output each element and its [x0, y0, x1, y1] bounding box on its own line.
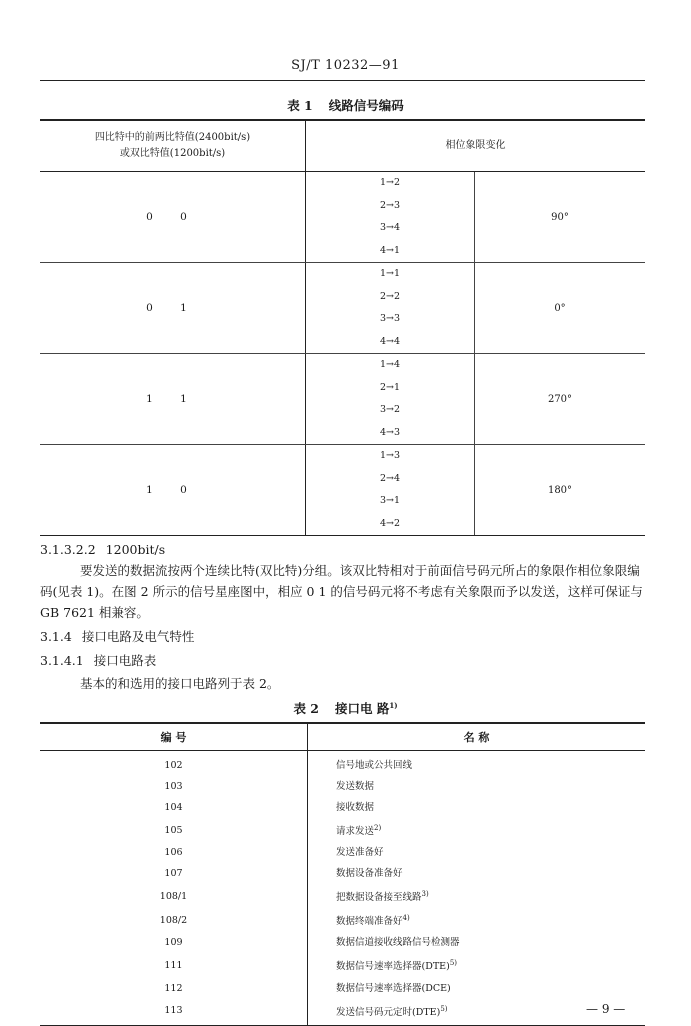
table2-name-cell: [308, 863, 646, 884]
table2-header-name: 名 称: [308, 723, 646, 751]
table1-transition: 3→1: [379, 495, 401, 506]
table1-transition: 2→3: [379, 199, 401, 211]
table2-row: [40, 776, 645, 797]
section-title: 接口电路表: [93, 653, 157, 668]
table2-caption: [0, 699, 691, 717]
table2-number-cell: 102: [40, 751, 308, 777]
table2-number-cell: 107: [40, 863, 308, 884]
table2-row: [40, 953, 645, 977]
table2-name-text: 发送数据: [336, 781, 375, 792]
table1-group-row: [40, 263, 645, 354]
header-rule: [40, 80, 645, 81]
table2-row: [40, 818, 645, 842]
table2-footnote-mark: 3): [421, 890, 429, 899]
table2-name-text: 信号地或公共回线: [336, 760, 413, 771]
document-code: SJ/T 10232—91: [291, 58, 400, 73]
table2-name-cell: [308, 776, 646, 797]
table1-transition: 4→4: [379, 335, 401, 347]
section-3-1-4-1-paragraph: 基本的和选用的接口电路列于表 2。: [80, 676, 280, 691]
table2-name-text: 接收数据: [336, 802, 375, 813]
table2-header-row: [40, 723, 645, 751]
table1-transition: 4→2: [379, 517, 401, 529]
table2-name-text: 数据终端准备好: [336, 916, 403, 928]
table1-group-row: [40, 354, 645, 445]
table1-bits-cell: 0 0: [40, 172, 306, 263]
table2-footnote-mark: 5): [440, 1004, 448, 1013]
table2-row: [40, 884, 645, 908]
table1-phase-cell: 180°: [547, 484, 573, 496]
table2-name-cell: [308, 842, 646, 863]
table2-name-cell: [308, 797, 646, 818]
table1-header-bits: [40, 120, 306, 172]
table2-row: [40, 797, 645, 818]
table2-number-cell: 108/1: [40, 884, 308, 908]
section-number: 3.1.4.1: [40, 653, 84, 668]
table1-header-bits-line1: 四比特中的前两比特值(2400bit/s): [94, 132, 251, 143]
table2-row: [40, 863, 645, 884]
table2-number-cell: 112: [40, 978, 308, 999]
table1-transition: 1→4: [379, 359, 401, 370]
table1-transition: 3→3: [379, 313, 401, 324]
table2-name-cell: [308, 932, 646, 953]
table1-phase-cell: 90°: [475, 172, 646, 263]
section-number: 3.1.3.2.2: [40, 542, 96, 557]
table2-number-cell: 108/2: [40, 908, 308, 932]
table2-caption-label: 表 2: [293, 701, 319, 716]
section-title: 1200bit/s: [105, 542, 166, 557]
table1-bits-cell: 1 1: [40, 354, 306, 445]
section-title: 接口电路及电气特性: [81, 629, 195, 644]
table2-name-text: 请求发送: [336, 826, 375, 838]
table1-transition: 1→2: [379, 177, 401, 188]
table2-caption-note: 1): [389, 700, 398, 710]
table2-name-cell: [308, 818, 646, 842]
table2-name-cell: [308, 978, 646, 999]
table1-group-row: [40, 172, 645, 263]
table1-transition: 1→3: [379, 450, 401, 461]
section-3-1-3-2-2-paragraph: 要发送的数据流按两个连续比特(双比特)分组。该双比特相对于前面信号码元所占的象限作相位象限编码(见表 1)。在图 2 所示的信号星座图中，相应 0 1 的信号码元将不考虑有关象限而予以发送，这样可保证与 GB 7621 相兼容。: [40, 563, 643, 620]
table2-number-cell: 111: [40, 953, 308, 977]
section-3-1-3-2-2-heading: [40, 539, 645, 560]
table1-transitions-cell: [306, 263, 475, 354]
table2-number-cell: 105: [40, 818, 308, 842]
table1-phase-cell: 270°: [475, 354, 646, 445]
table2-row: [40, 978, 645, 999]
table1-transitions-cell: [306, 445, 475, 536]
table2-name-text: 数据信道接收线路信号检测器: [336, 937, 460, 949]
table1-transitions-cell: [306, 172, 475, 263]
table2-footnote-mark: 2): [374, 824, 382, 832]
table1-header-phase: 相位象限变化: [306, 120, 646, 172]
table2-row: [40, 932, 645, 953]
table1-transition: 3→4: [379, 222, 401, 233]
table1-caption-title: 线路信号编码: [328, 98, 404, 113]
table2-name-text: 发送准备好: [336, 847, 384, 859]
table1-bits-cell: 1 0: [40, 445, 306, 536]
table1-bottom-rule: [40, 535, 645, 536]
table1-transition: 2→1: [379, 381, 401, 393]
table2-name-cell: [308, 884, 646, 908]
table2-number-cell: 106: [40, 842, 308, 863]
table1-transition: 4→1: [379, 244, 401, 256]
table1-transitions-cell: [306, 354, 475, 445]
table1-line-signal-coding: [40, 119, 645, 535]
table1-phase-cell: 0°: [475, 263, 646, 354]
table2-caption-title: 接口电 路: [335, 701, 390, 716]
table2-footnote-mark: 4): [402, 914, 410, 923]
table2-number-cell: 109: [40, 932, 308, 953]
table2-number-cell: 103: [40, 776, 308, 797]
table1-caption: [0, 96, 691, 114]
table2-number-cell: 104: [40, 797, 308, 818]
table1-transition: 2→2: [379, 290, 401, 302]
table2-row: [40, 751, 645, 777]
table2-header-number: 编 号: [40, 723, 308, 751]
table2-name-cell: [308, 908, 646, 932]
table1-transition: 3→2: [379, 404, 401, 415]
table1-bits-cell: 0 1: [40, 263, 306, 354]
table2-name-cell: [308, 953, 646, 977]
table1-header-row: [40, 120, 645, 172]
table1-transition: 2→4: [379, 472, 401, 484]
page-number: — 9 —: [586, 1002, 626, 1016]
table2-row: [40, 842, 645, 863]
table1-transition: 4→3: [379, 426, 401, 438]
table2-interface-circuits: [40, 722, 645, 1026]
table1-transition: 1→1: [379, 268, 401, 279]
section-3-1-4-1-heading: [40, 650, 645, 671]
table2-name-text: 发送信号码元定时(DTE): [336, 1006, 441, 1018]
table2-name-cell: [308, 751, 646, 777]
section-3-1-4-heading: [40, 626, 645, 647]
table2-row: [40, 999, 645, 1026]
table2-row: [40, 908, 645, 932]
table1-caption-label: 表 1: [287, 98, 313, 113]
table2-footnote-mark: 5): [449, 959, 457, 968]
table2-name-text: 数据信号速率选择器(DCE): [336, 982, 451, 994]
table1-group-row: [40, 445, 645, 536]
table2-number-cell: 113: [40, 999, 308, 1026]
table1-header-bits-line2: 或双比特值(1200bit/s): [119, 148, 226, 159]
section-number: 3.1.4: [40, 629, 72, 644]
table2-name-text: 数据设备准备好: [336, 868, 403, 880]
table2-name-text: 数据信号速率选择器(DTE): [336, 961, 450, 973]
table2-name-text: 把数据设备接至线路: [336, 892, 422, 904]
